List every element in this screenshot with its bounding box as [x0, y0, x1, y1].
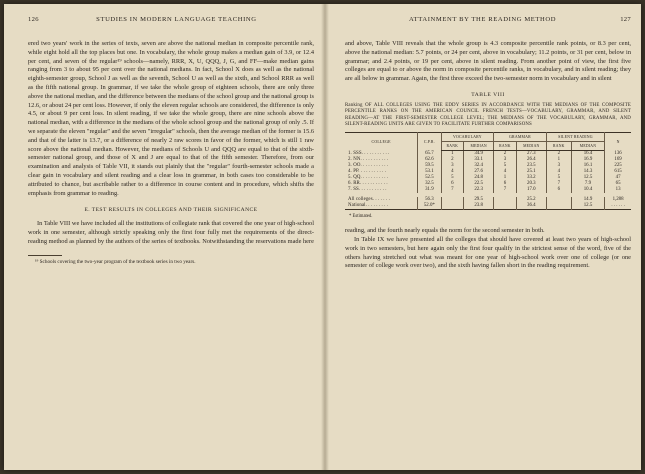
table-cell-s-rank: 4: [546, 169, 571, 175]
table-cell-s-rank: 3: [546, 163, 571, 169]
table-cell-college: National. . . . . . . . .: [348, 203, 389, 209]
table-cell-s-rank: 6: [546, 187, 571, 193]
right-running-title: ATTAINMENT BY THE READING METHOD: [409, 16, 557, 23]
left-running-title: STUDIES IN MODERN LANGUAGE TEACHING: [96, 16, 257, 23]
table-cell-s-rank: 5: [546, 175, 571, 181]
table-cell-college: 4. PP. . . . . . . . . . .: [348, 169, 387, 175]
left-page-number: 126: [28, 16, 39, 23]
table-cell-v-rank: 1: [441, 151, 464, 158]
table-cell-s-med: 14.3: [571, 169, 604, 175]
table-cell-n: 615: [605, 169, 631, 175]
table-cell-s-rank: 7: [546, 181, 571, 187]
sub-header-rank: RANK: [546, 142, 571, 151]
table-cell-v-med: 29.5: [464, 197, 494, 203]
table-cell-v-rank: 2: [441, 157, 464, 163]
table-cell-n: 47: [605, 175, 631, 181]
table-cell-college: 7. SS. . . . . . . . . . .: [348, 187, 387, 193]
table-cell-g-med: 17.0: [516, 187, 546, 193]
right-page-number: 127: [620, 16, 631, 23]
table-cell-g-med: 36.4: [516, 203, 546, 210]
table-cell-v-med: 32.4: [464, 163, 494, 169]
table-cell-g-med: 20.3: [516, 181, 546, 187]
table-cell-v-rank: 4: [441, 169, 464, 175]
table-cell-s-rank: 2: [546, 151, 571, 158]
table-cell-n: . . . . . .: [605, 203, 631, 210]
table-cell-s-med: 16.4: [571, 151, 604, 158]
table-cell-g-rank: 3: [494, 157, 517, 163]
left-running-head: [28, 16, 314, 28]
table-cell-cpr: 59.5: [418, 163, 441, 169]
table-row: [345, 203, 631, 210]
table-cell-g-med: 23.5: [516, 163, 546, 169]
table-cell-n: 1,288: [605, 197, 631, 203]
table-cell-s-med: 14.9: [571, 197, 604, 203]
table-caption-first: Ranking: [345, 102, 363, 108]
table-cell-v-rank: [441, 203, 464, 210]
table-cell-g-rank: 7: [494, 187, 517, 193]
table-cell-s-med: 16.1: [571, 163, 604, 169]
right-page: [345, 10, 631, 466]
table-cell-s-rank: 1: [546, 157, 571, 163]
footnote-rule: [28, 255, 62, 256]
sub-header-median: MEDIAN: [464, 142, 494, 151]
table-cell-college: 6. RR. . . . . . . . . . .: [348, 181, 388, 187]
table-cell-g-rank: 5: [494, 163, 517, 169]
table-cell-g-rank: 2: [494, 151, 517, 158]
table-cell-v-rank: 5: [441, 175, 464, 181]
table-cell-cpr: 52.5: [418, 175, 441, 181]
table-cell-cpr: 32.5: [418, 181, 441, 187]
col-header-vocabulary: VOCABULARY: [441, 133, 494, 142]
table-cell-college: 1. SSS. . . . . . . . . . .: [348, 151, 390, 157]
table-cell-cpr: 56.3: [418, 197, 441, 203]
col-header-silent-reading: SILENT READING: [546, 133, 604, 142]
table-cell-v-rank: 7: [441, 187, 464, 193]
table-cell-g-med: 25.2: [516, 197, 546, 203]
table-cell-v-rank: 6: [441, 181, 464, 187]
table-body: [345, 151, 631, 210]
table-cell-v-med: 22.3: [464, 187, 494, 193]
table-cell-cpr: 65.7: [418, 151, 441, 158]
table-caption: [345, 103, 631, 129]
table-cell-v-med: 22.5: [464, 181, 494, 187]
table-cell-g-med: 27.3: [516, 151, 546, 158]
table-cell-s-med: 16.9: [571, 157, 604, 163]
table-title: TABLE VIII: [471, 91, 505, 98]
table-cell-n: 13: [605, 187, 631, 193]
table-cell-college: 3. OO. . . . . . . . . . .: [348, 163, 389, 169]
left-page: [28, 10, 314, 466]
table-cell-v-med: 27.6: [464, 169, 494, 175]
table-cell-v-med: 33.1: [464, 157, 494, 163]
left-paragraph-1: ered two years' work in the series of texts, seven are above the national median in composite percentile rank, while eight hold all the top places but one. In vocabulary, the whole group makes a median gain of 3.9, or 12.4 per cent, and seven of the regular¹⁹ schools—namely, RRR, X, U, QQQ, J, G, and FF—make median gains ranging from 3 to about 95 per cent over the national medians. In fact, School X does as well as the national eighth-semester group, School J as well as the seventh, School U as well as the sixth, and School RRR as well as the fifth national group. In grammar, if we take the whole group of eighteen schools, there are only three above the national median, and the difference between the medians of the school group and the national group is 12.6, or about 24 per cent loss. However, if only the eleven regular schools are considered, the difference is only 4.5, or about 9 per cent loss. In silent reading, if we take the whole group, there are nine schools above the national median, with a difference in the medians of the whole school group and the national group of only .5. If we separate the eleven "regular" and the seven "irregular" schools, then the average median of the former is 15.6 and that of the latter is 13.7, or a difference of nearly 2 raw scores in favor of the former, which is still 1 raw score above the national median. However, the medians of Schools U and QQQ are equal to that of the sixth-semester national group, and those of X and J are equal to that of the fifth semester. Therefore, from our examination and analysis of Table VII, it stands out plainly that the "regular" fourth-semester schools made a clear gain in vocabulary and silent reading and a clear loss in grammar, in both cases too considerable to be attributed to chance, but ascribable rather to a difference in course content and in procedure, which shifts the emphasis from grammar to reading.: [28, 40, 314, 197]
col-header-college: COLLEGE: [371, 140, 391, 145]
table-cell-g-med: 26.4: [516, 157, 546, 163]
table-cell-college: 2. NN. . . . . . . . . . .: [348, 157, 389, 163]
col-header-n: N: [605, 133, 631, 151]
table-cell-cpr: 31.9: [418, 187, 441, 193]
sub-header-rank: RANK: [441, 142, 464, 151]
right-paragraph-2: reading, and the fourth nearly equals the norm for the second semester in both.: [345, 227, 545, 235]
table-cell-cpr: 62.6: [418, 157, 441, 163]
table-cell-v-med: 34.9: [464, 151, 494, 158]
left-paragraph-2: In Table VIII we have included all the institutions of collegiate rank that covered the one year of high-school work in one semester, although strictly speaking only the first four fully met the requirements of the direct-reading method as planned by the authors of the series of textbooks. Notwithstanding the reservations made here: [28, 220, 314, 245]
table-cell-v-med: 24.8: [464, 175, 494, 181]
table-cell-s-med: 12.5: [571, 203, 604, 210]
table-cell-cpr: 52.0*: [418, 203, 441, 210]
table-cell-g-rank: 1: [494, 175, 517, 181]
book-gutter: [321, 4, 329, 470]
table-cell-s-med: 12.5: [571, 175, 604, 181]
table-cell-cpr: 53.1: [418, 169, 441, 175]
table-cell-n: 65: [605, 181, 631, 187]
table-viii: [345, 132, 631, 210]
table-cell-s-med: 7.9: [571, 181, 604, 187]
table-cell-g-rank: 4: [494, 169, 517, 175]
table-cell-g-med: 33.2: [516, 175, 546, 181]
sub-header-median: MEDIAN: [516, 142, 546, 151]
right-paragraph-1: and above, Table VIII reveals that the whole group is 4.3 composite percentile rank points, or 8.3 per cent, above the national median: 5.7 points, or 24 per cent, above in vocabulary; 11.2 points, or 31 per cent, below in grammar; and 2.4 points, or 19 per cent, above in silent reading. From another point of view, the first five colleges are equal to or above the norm in composite percentile ranks, in vocabulary, and in silent reading; they are all below in grammar. Again, the first three exceed the two-semester norm in vocabulary and in silent: [345, 40, 631, 83]
table-note: * Estimated.: [349, 214, 373, 220]
right-running-head: [345, 16, 631, 28]
table-cell-s-med: 10.4: [571, 187, 604, 193]
sub-header-rank: RANK: [494, 142, 517, 151]
table-cell-n: 169: [605, 157, 631, 163]
left-footnote: ¹⁹ Schools covering the two-year program of the textbook series in two years.: [35, 258, 196, 265]
table-cell-g-rank: 6: [494, 181, 517, 187]
table-caption-rest: OF ALL COLLEGES USING THE EDDY SERIES IN ACCORDANCE WITH THE MEDIANS OF THE COMPOSITE PERCENTILE RANKS ON THE AMERICAN COUNCIL FRENCH TESTS—VOCABULARY, GRAMMAR, AND SILENT READING—AT THE FIRST-SEMESTER COLLEGE LEVEL; THE MEDIANS OF THE VOCABULARY, GRAMMAR, AND SILENT-READING UNITS ARE GIVEN TO FACILITATE FURTHER COMPARISONS: [345, 102, 631, 127]
table-cell-n: 136: [605, 151, 631, 158]
table-cell-n: 225: [605, 163, 631, 169]
table-cell-college: All colleges. . . . . . .: [348, 197, 390, 203]
table-cell-g-med: 25.1: [516, 169, 546, 175]
table-cell-college: 5. QQ. . . . . . . . . . .: [348, 175, 389, 181]
right-paragraph-3: In Table IX we have presented all the colleges that should have covered at least two years of high-school work in two semesters, but here again only the first four qualify in the strictest sense of the word, five of the others having stretched out what was meant for one year of high-school work over one of college (or one semester of college work over two), and the sixth having fallen short in the reading requirement.: [345, 236, 631, 270]
sub-header-median: MEDIAN: [571, 142, 604, 151]
table-cell-s-rank: [546, 203, 571, 210]
section-heading: E. TEST RESULTS IN COLLEGES AND THEIR SIGNIFICANCE: [84, 207, 258, 214]
col-header-grammar: GRAMMAR: [494, 133, 547, 142]
table-cell-g-rank: [494, 203, 517, 210]
table-cell-v-rank: 3: [441, 163, 464, 169]
table-cell-v-med: 23.8: [464, 203, 494, 210]
col-header-cpr: C.P.R.: [418, 133, 441, 151]
book-spread: [4, 4, 641, 470]
